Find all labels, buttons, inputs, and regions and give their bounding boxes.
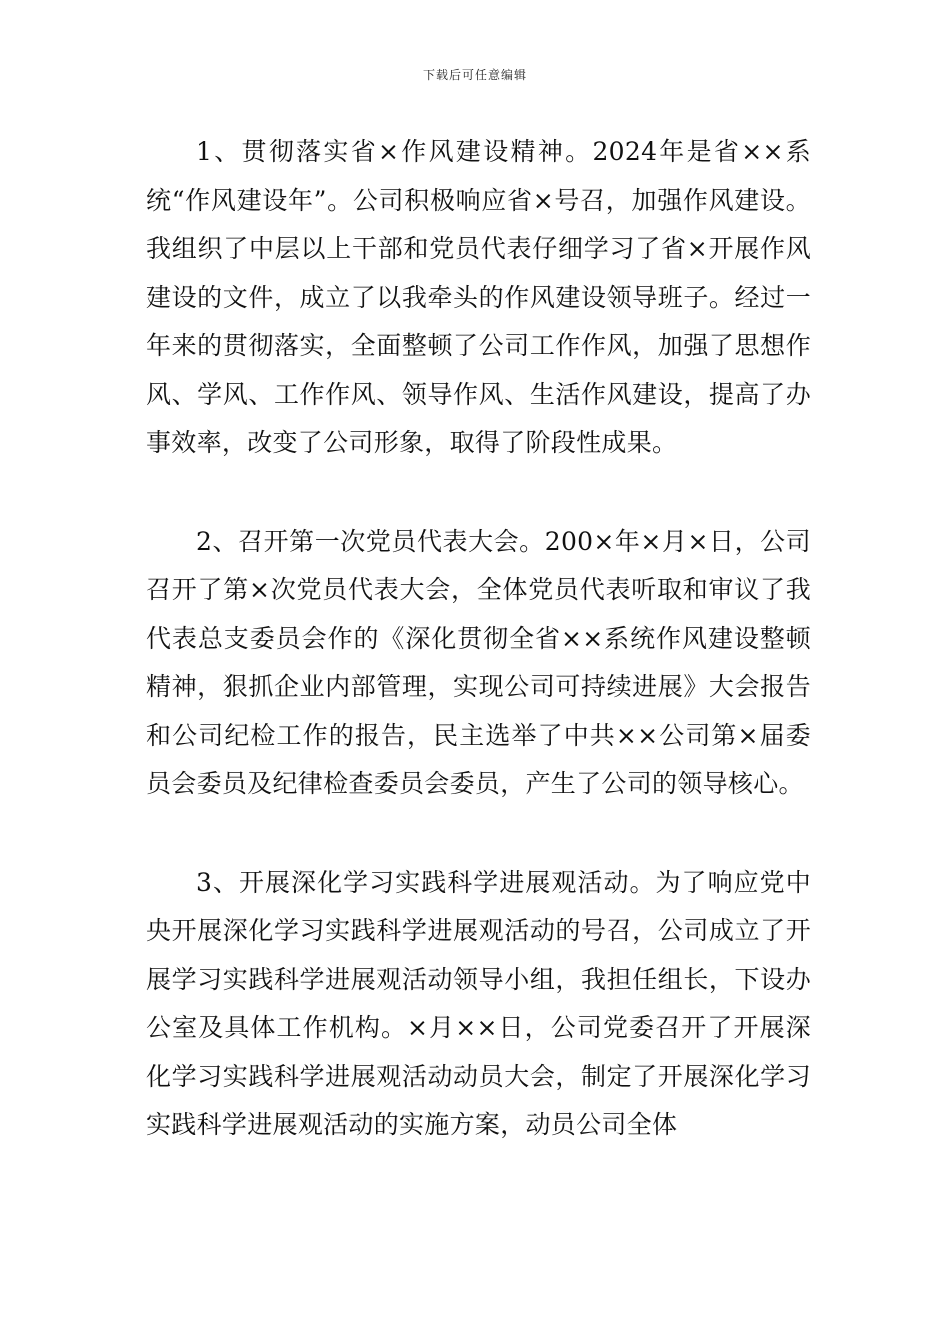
paragraph-1: 1、贯彻落实省×作风建设精神。2024年是省××系统“作风建设年”。公司积极响应省×号召，加强作风建设。我组织了中层以上干部和党员代表仔细学习了省×开展作风建设的文件，成立了以我牵头的作风建设领导班子。经过一年来的贯彻落实，全面整顿了公司工作作风，加强了思想作风、学风、工作作风、领导作风、生活作风建设，提高了办事效率，改变了公司形象，取得了阶段性成果。	[146, 137, 811, 457]
document-body	[146, 128, 811, 1200]
paragraph-2: 2、召开第一次党员代表大会。200×年×月×日，公司召开了第×次党员代表大会，全体党员代表听取和审议了我代表总支委员会作的《深化贯彻全省××系统作风建设整顿精神，狠抓企业内部管理，实现公司可持续进展》大会报告和公司纪检工作的报告，民主选举了中共××公司第×届委员会委员及纪律检查委员会委员，产生了公司的领导核心。	[146, 526, 811, 798]
download-editable-note: 下载后可任意编辑	[422, 68, 527, 82]
paragraph-3: 3、开展深化学习实践科学进展观活动。为了响应党中央开展深化学习实践科学进展观活动的号召，公司成立了开展学习实践科学进展观活动领导小组，我担任组长，下设办公室及具体工作机构。×月××日，公司党委召开了开展深化学习实践科学进展观活动动员大会，制定了开展深化学习实践科学进展观活动的实施方案，动员公司全体	[146, 867, 811, 1139]
